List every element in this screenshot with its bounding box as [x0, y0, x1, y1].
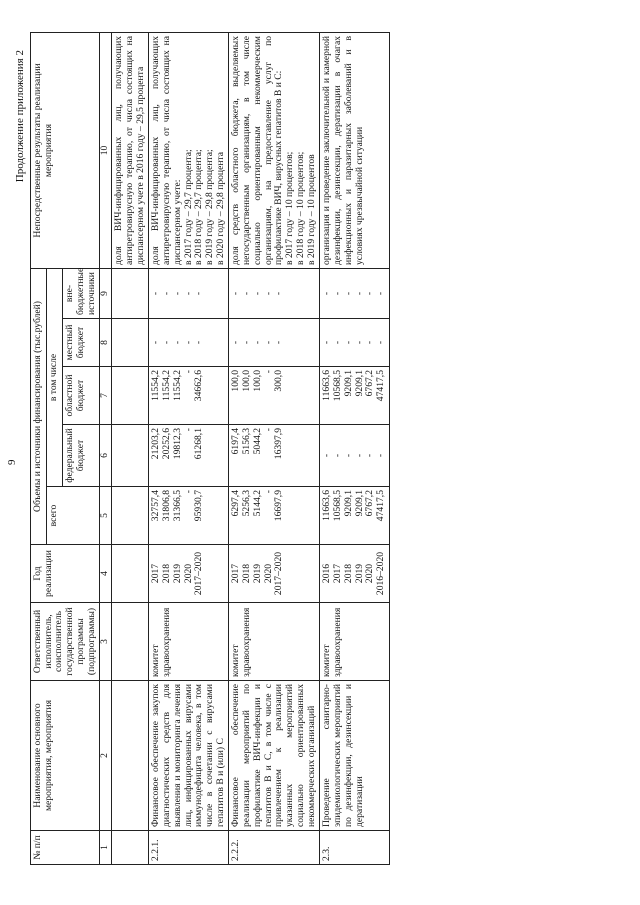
row-result: доля ВИЧ-инфицированных лиц, получающих антиретровирусную терапию, от числа состоящих на диспансерном учете: в 2017 году – 29,7 процента; в 2018 году – 29,7 процента; в 2019 году – 29,8 процента; в 2020 году – 29,8 процента	[149, 32, 229, 268]
column-number: 10	[100, 32, 112, 268]
row-num: 2.2.2.	[229, 831, 320, 865]
row-years: 2017 2018 2019 2020 2017–2020	[149, 545, 229, 603]
row-local: - - - - -	[229, 319, 320, 367]
row-name: Финансовое обеспечение реализации мероприятий по профилактике ВИЧ-инфекции и гепатитов В и С, в том числе с привлечением к реализации указанных мероприятий социально ориентированных некоммерческих организаций	[229, 681, 320, 831]
header-incl: в том числе	[46, 268, 62, 486]
funding-table	[30, 32, 390, 865]
page-number: 9	[6, 459, 18, 465]
row-extra	[112, 268, 149, 318]
table-row	[320, 32, 389, 864]
row-num: 2.3.	[320, 831, 389, 865]
column-number: 4	[100, 545, 112, 603]
row-extra: - - - - -	[229, 268, 320, 318]
header-funding: Объемы и источники финансирования (тыс.рублей)	[31, 268, 47, 544]
row-total: 32757,4 31806,8 31366,5 - 95930,7	[149, 487, 229, 545]
row-total: 6297,4 5256,3 5144,2 - 16697,9	[229, 487, 320, 545]
row-result: доля средств областного бюджета, выделяемых негосударственным организациям, в том числе социально ориентированным некоммерческим организациям, на предоставление услуг по профилактике ВИЧ, вирусных гепатитов В и С: в 2017 году – 10 процентов; в 2018 году – 10 процентов; в 2019 году – 10 процентов	[229, 32, 320, 268]
row-total	[112, 487, 149, 545]
row-local	[112, 319, 149, 367]
row-regional: 100,0 100,0 100,0 - 300,0	[229, 367, 320, 425]
row-executor: комитет здравоохранения	[320, 603, 389, 681]
header-name: Наименование основного мероприятия, мероприятия	[31, 681, 100, 831]
row-extra: - - - - -	[149, 268, 229, 318]
column-number: 3	[100, 603, 112, 681]
header-results: Непосредственные результаты реализации мероприятия	[31, 32, 100, 268]
row-regional: 11663,6 10568,5 9209,1 9209,1 6767,2 47417,5	[320, 367, 389, 425]
row-num: 2.2.1.	[149, 831, 229, 865]
row-federal: 21203,2 20252,6 19812,3 - 61268,1	[149, 425, 229, 487]
header-year: Год реализации	[31, 545, 100, 603]
header-federal: федеральный бюджет	[63, 425, 100, 487]
column-number: 1	[100, 831, 112, 865]
row-regional	[112, 367, 149, 425]
row-years: 2017 2018 2019 2020 2017–2020	[229, 545, 320, 603]
row-federal: - - - - - -	[320, 425, 389, 487]
row-executor	[112, 603, 149, 681]
header-extra: вне-бюджетные источники	[63, 268, 100, 318]
header-regional: областной бюджет	[63, 367, 100, 425]
column-numbers-row	[100, 32, 112, 864]
column-number: 5	[100, 487, 112, 545]
row-executor: комитет здравоохранения	[229, 603, 320, 681]
row-extra: - - - - - -	[320, 268, 389, 318]
row-local: - - - - -	[149, 319, 229, 367]
table-row	[149, 32, 229, 864]
column-number: 7	[100, 367, 112, 425]
row-regional: 11554,2 11554,2 11554,2 - 34662,6	[149, 367, 229, 425]
row-result: организация и проведение заключительной и камерной дезинфекции, дезинсекции, дератизации в очагах инфекционных и паразитарных заболеваний и в условиях чрезвычайной ситуации	[320, 32, 389, 268]
column-number: 8	[100, 319, 112, 367]
column-number: 6	[100, 425, 112, 487]
row-federal: 6197,4 5156,3 5044,2 - 16397,9	[229, 425, 320, 487]
header-executor: Ответственный исполнитель, соисполнитель государственной программы (подпрограммы)	[31, 603, 100, 681]
header-local: местный бюджет	[63, 319, 100, 367]
table-row	[229, 32, 320, 864]
row-years	[112, 545, 149, 603]
row-name: Проведение санитарно-эпидемиологических мероприятий по дезинфекции, дезинсекции и дератизации	[320, 681, 389, 831]
table-row	[112, 32, 149, 864]
row-local: - - - - - -	[320, 319, 389, 367]
row-years: 2016 2017 2018 2019 2020 2016–2020	[320, 545, 389, 603]
header-num: № п/п	[31, 831, 100, 865]
appendix-continuation-label: Продолжение приложения 2	[14, 50, 26, 183]
header-total: всего	[46, 487, 100, 545]
row-result: доля ВИЧ-инфицированных лиц, получающих антиретровирусную терапию, от числа состоящих на диспансерном учете в 2016 году – 29,5 процента	[112, 32, 149, 268]
row-name	[112, 681, 149, 831]
row-executor: комитет здравоохранения	[149, 603, 229, 681]
column-number: 2	[100, 681, 112, 831]
row-num	[112, 831, 149, 865]
column-number: 9	[100, 268, 112, 318]
row-name: Финансовое обеспечение закупок диагностических средств для выявления и мониторинга лечения лиц, инфицированных вирусами иммунодефицита человека, в том числе в сочетании с вирусами гепатитов В и (или) С	[149, 681, 229, 831]
row-federal	[112, 425, 149, 487]
row-total: 11663,6 10568,5 9209,1 9209,1 6767,2 47417,5	[320, 487, 389, 545]
